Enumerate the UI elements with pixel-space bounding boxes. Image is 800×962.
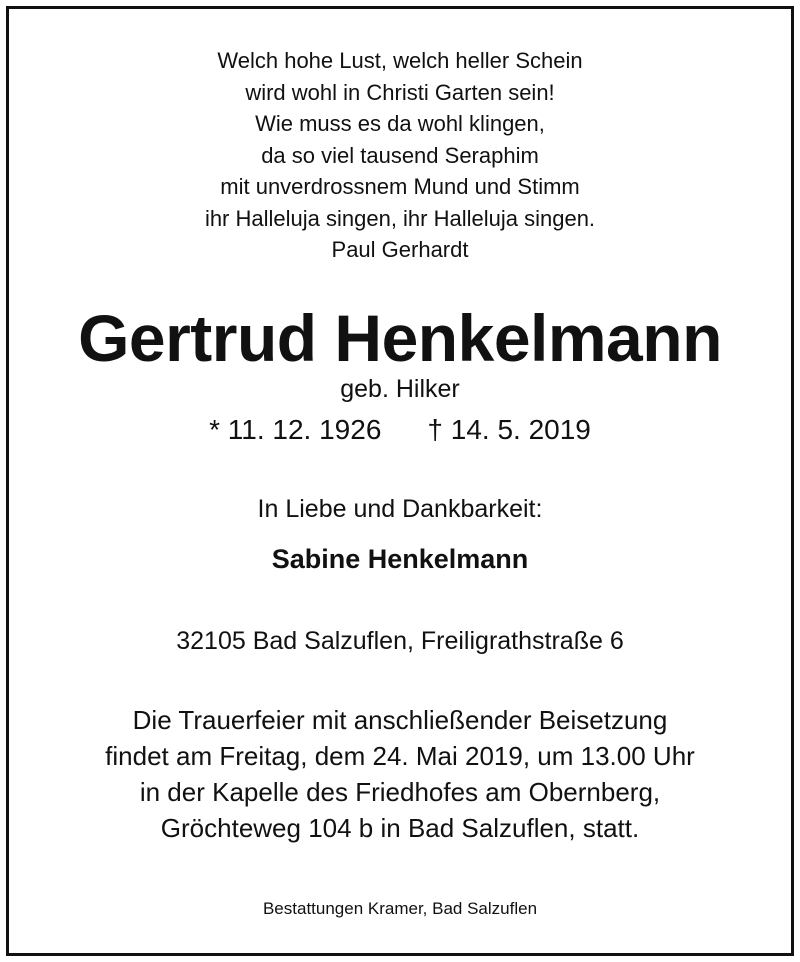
mourners-intro: In Liebe und Dankbarkeit: — [257, 495, 543, 523]
poem-line: ihr Halleluja singen, ihr Halleluja singen. — [204, 205, 596, 231]
poem — [0, 45, 800, 266]
poem-line: mit unverdrossnem Mund und Stimm — [220, 174, 580, 199]
deceased-name: Gertrud Henkelmann — [78, 301, 722, 375]
birth-date: * 11. 12. 1926 — [209, 414, 382, 445]
poem-author: Paul Gerhardt — [331, 237, 469, 262]
death-date: † 14. 5. 2019 — [427, 414, 591, 445]
life-dates — [0, 412, 800, 448]
poem-line: Welch hohe Lust, welch heller Schein — [217, 48, 583, 73]
service-line: Gröchteweg 104 b in Bad Salzuflen, statt. — [160, 813, 640, 843]
mourner-address: 32105 Bad Salzuflen, Freiligrathstraße 6 — [176, 627, 624, 655]
undertaker: Bestattungen Kramer, Bad Salzuflen — [262, 899, 538, 918]
poem-line: Wie muss es da wohl klingen, — [255, 111, 545, 136]
poem-line: da so viel tausend Seraphim — [261, 142, 539, 168]
service-line: in der Kapelle des Friedhofes am Obernberg, — [139, 777, 661, 807]
poem-line: wird wohl in Christi Garten sein! — [245, 79, 555, 105]
funeral-service-info — [0, 702, 800, 846]
mourner-name: Sabine Henkelmann — [271, 544, 529, 574]
birth-name: geb. Hilker — [340, 375, 460, 403]
service-line: findet am Freitag, dem 24. Mai 2019, um 13.00 Uhr — [105, 741, 695, 771]
service-line: Die Trauerfeier mit anschließender Beisetzung — [132, 705, 668, 735]
